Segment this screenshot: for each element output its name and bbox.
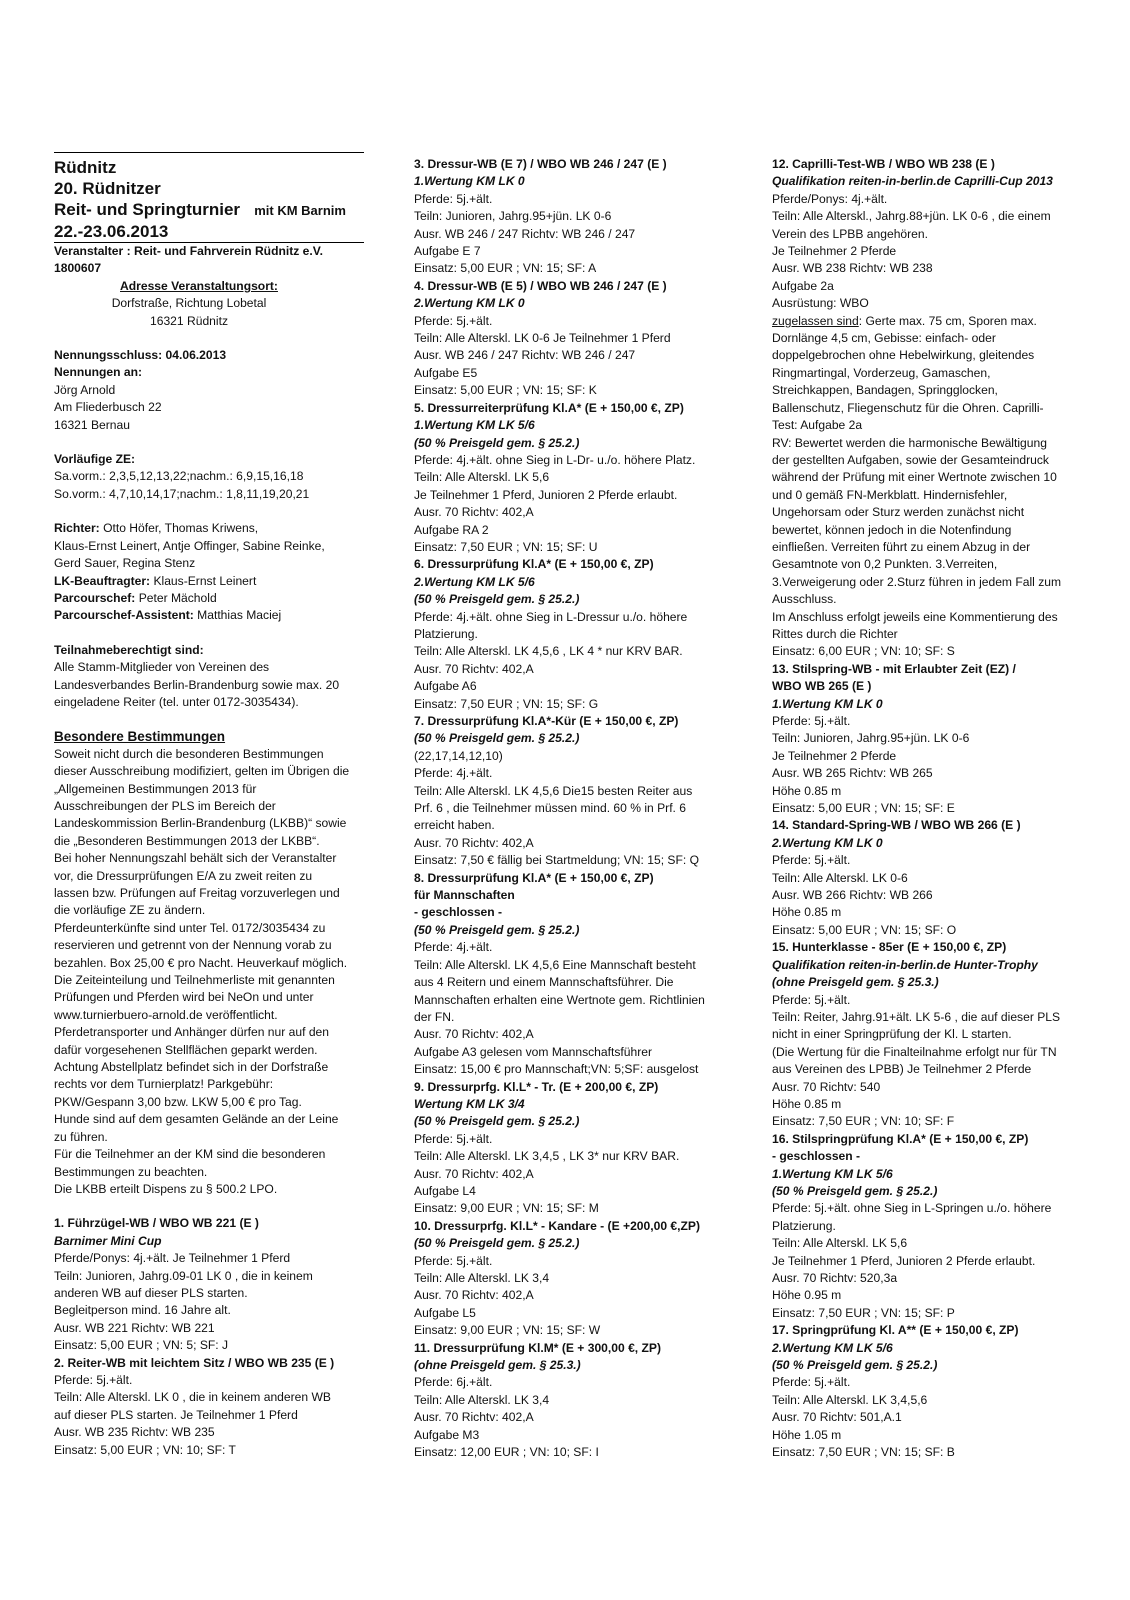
- special-rules-line: Prüfungen und Pferden wird bei NeOn und unter: [54, 990, 314, 1005]
- event-suffix: mit KM Barnim: [254, 203, 346, 218]
- test-detail: Ungehorsam oder Sturz werden zunächst nicht: [772, 505, 1025, 520]
- test-detail: Ausr. WB 221 Richtv: WB 221: [54, 1320, 215, 1335]
- lk-officer: [54, 573, 376, 590]
- test-heading: 15. Hunterklasse - 85er (E + 150,00 €, ZP): [772, 940, 1007, 955]
- underlined-term: zugelassen sind: [772, 313, 859, 328]
- special-rules-line: bezahlen. Box 25,00 € pro Nacht. Heuverkauf möglich.: [54, 955, 348, 970]
- test-detail: Ausr. WB 246 / 247 Richtv: WB 246 / 247: [414, 348, 636, 363]
- test-detail: Einsatz: 9,00 EUR ; VN: 15; SF: M: [414, 1201, 599, 1216]
- test-heading: - geschlossen -: [414, 905, 503, 920]
- test-detail: Teiln: Alle Alterskl. LK 3,4: [414, 1392, 550, 1407]
- special-rules-line: Soweit nicht durch die besonderen Bestimmungen: [54, 746, 324, 761]
- test-note: Wertung KM LK 3/4: [414, 1096, 525, 1111]
- test-heading: 4. Dressur-WB (E 5) / WBO WB 246 / 247 (E ): [414, 278, 667, 293]
- special-rules-text: [54, 746, 376, 1199]
- test-detail: 3.Verweigerung oder 2.Sturz führen in jedem Fall zum: [772, 574, 1062, 589]
- test-detail: (Die Wertung für die Finalteilnahme erfolgt nur für TN: [772, 1044, 1057, 1059]
- test-note: (50 % Preisgeld gem. § 25.2.): [772, 1358, 938, 1373]
- test-heading: 13. Stilspring-WB - mit Erlaubter Zeit (EZ) /: [772, 661, 1016, 676]
- test-heading: 2. Reiter-WB mit leichtem Sitz / WBO WB 235 (E ): [54, 1355, 335, 1370]
- test-detail: Einsatz: 5,00 EUR ; VN: 5; SF: J: [54, 1338, 229, 1353]
- test-note: 1.Wertung KM LK 0: [414, 174, 525, 189]
- course-assistant: [54, 607, 376, 624]
- test-detail: Mannschaften erhalten eine Wertnote gem. Richtlinien: [414, 992, 705, 1007]
- judges-line-3: Gerd Sauer, Regina Stenz: [54, 556, 196, 571]
- test-detail: einfließen. Verreiten führt zu einem Abzug in der: [772, 539, 1031, 554]
- special-rules-line: lassen bzw. Prüfungen auf Freitag vorzuverlegen und: [54, 886, 340, 900]
- test-detail: Im Anschluss erfolgt jeweils eine Kommentierung des: [772, 609, 1058, 624]
- test-detail: während der Prüfung mit einer Wertnote zwischen 10: [772, 470, 1057, 485]
- judges-line-2: Klaus-Ernst Leinert, Antje Offinger, Sabine Reinke,: [54, 538, 325, 553]
- test-detail: anderen WB auf dieser PLS starten.: [54, 1285, 248, 1300]
- test-detail: Ausr. WB 238 Richtv: WB 238: [772, 261, 933, 276]
- test-detail: Ausr. 70 Richtv: 402,A: [414, 1288, 534, 1303]
- eligibility-label: Teilnahmeberechtigt sind:: [54, 642, 204, 657]
- test-heading: 8. Dressurprüfung Kl.A* (E + 150,00 €, ZP): [414, 870, 654, 885]
- test-detail: Aufgabe L4: [414, 1183, 476, 1198]
- test-heading: - geschlossen -: [772, 1149, 861, 1164]
- event-name: Reit- und Springturnier: [54, 200, 241, 219]
- test-detail: Aufgabe RA 2: [414, 522, 489, 537]
- event-header: [54, 153, 376, 242]
- test-note: 1.Wertung KM LK 0: [772, 696, 883, 711]
- test-detail: Einsatz: 7,50 EUR ; VN: 15; SF: P: [772, 1305, 955, 1320]
- test-detail: Einsatz: 5,00 EUR ; VN: 15; SF: O: [772, 922, 957, 937]
- column-right: [772, 156, 1094, 1461]
- test-detail: Ausr. 70 Richtv: 402,A: [414, 1410, 534, 1425]
- test-detail: auf dieser PLS starten. Je Teilnehmer 1 Pferd: [54, 1407, 298, 1422]
- special-rules-line: www.turnierbuero-arnold.de veröffentlicht.: [54, 1007, 278, 1022]
- judges: [54, 520, 376, 537]
- judges-names: Otto Höfer, Thomas Kriwens,: [99, 521, 259, 536]
- test-note: (50 % Preisgeld gem. § 25.2.): [414, 1236, 580, 1251]
- test-detail: Einsatz: 9,00 EUR ; VN: 15; SF: W: [414, 1323, 601, 1338]
- test-detail: Ausr. WB 265 Richtv: WB 265: [772, 766, 933, 781]
- special-rules-line: „Allgemeinen Bestimmungen 2013 für: [54, 781, 257, 796]
- test-detail: aus Vereinen des LPBB) Je Teilnehmer 2 Pferde: [772, 1062, 1032, 1077]
- test-detail: Pferde: 5j.+ält.: [414, 1253, 493, 1268]
- test-detail: Aufgabe M3: [414, 1427, 480, 1442]
- venue-city: 16321 Rüdnitz: [150, 313, 228, 328]
- test-detail: Je Teilnehmer 2 Pferde: [772, 244, 897, 259]
- test-note: (50 % Preisgeld gem. § 25.2.): [772, 1183, 938, 1198]
- test-heading: für Mannschaften: [414, 888, 515, 903]
- test-detail: Je Teilnehmer 1 Pferd, Junioren 2 Pferde erlaubt.: [772, 1253, 1036, 1268]
- test-detail: Einsatz: 12,00 EUR ; VN: 10; SF: I: [414, 1445, 599, 1460]
- test-detail: Aufgabe E 7: [414, 244, 481, 259]
- special-rules-line: dafür vorgesehenen Stellflächen geparkt werden.: [54, 1042, 318, 1057]
- test-detail: Höhe 0.85 m: [772, 905, 842, 920]
- test-detail: Pferde: 5j.+ält.: [772, 1375, 851, 1390]
- special-rules-line: PKW/Gespann 3,00 bzw. LKW 5,00 € pro Tag.: [54, 1094, 302, 1109]
- test-detail: Ausr. 70 Richtv: 540: [772, 1079, 881, 1094]
- test-heading: 10. Dressurprfg. Kl.L* - Kandare - (E +200,00 €,ZP): [414, 1218, 700, 1233]
- test-detail: Pferde/Ponys: 4j.+ält.: [772, 191, 888, 206]
- special-rules-line: Bestimmungen zu beachten.: [54, 1164, 208, 1179]
- test-detail: Ausrüstung: WBO: [772, 296, 869, 311]
- edition-title: 20. Rüdnitzer: [54, 179, 161, 198]
- test-detail: Ausr. 70 Richtv: 402,A: [414, 1027, 534, 1042]
- test-detail: Pferde: 5j.+ält.: [772, 853, 851, 868]
- test-detail: Pferde: 4j.+ält.: [414, 766, 493, 781]
- special-rules-line: reservieren und getrennt von der Nennung vorab zu: [54, 938, 332, 953]
- special-rules-line: Achtung Abstellplatz befindet sich in der Dorfstraße: [54, 1060, 329, 1075]
- column-middle: [414, 156, 734, 1461]
- test-detail: Einsatz: 5,00 EUR ; VN: 15; SF: E: [772, 801, 955, 816]
- test-note: (50 % Preisgeld gem. § 25.2.): [414, 922, 580, 937]
- entries-label: Nennungen an:: [54, 365, 143, 380]
- special-rules-line: rechts vor dem Turnierplatz! Parkgebühr:: [54, 1077, 274, 1092]
- test-detail: Pferde/Ponys: 4j.+ält. Je Teilnehmer 1 Pferd: [54, 1251, 291, 1266]
- test-note: (50 % Preisgeld gem. § 25.2.): [414, 435, 580, 450]
- organizer: Veranstalter : Reit- und Fahrverein Rüdnitz e.V.: [54, 244, 324, 258]
- test-note: (ohne Preisgeld gem. § 25.3.): [772, 975, 939, 990]
- test-note: (50 % Preisgeld gem. § 25.2.): [414, 1114, 580, 1129]
- test-detail: Dornlänge 4,5 cm, Gebisse: einfach- oder: [772, 331, 996, 346]
- special-rules-line: die „Besonderen Bestimmungen 2013 der LKBB“.: [54, 833, 320, 848]
- test-detail: RV: Bewertet werden die harmonische Bewältigung: [772, 435, 1047, 450]
- special-rules-line: die vorläufige ZE zu ändern.: [54, 903, 206, 918]
- test-detail: Ringmartingal, Vorderzeug, Gamaschen,: [772, 365, 991, 380]
- test-detail: Pferde: 5j.+ält.: [414, 313, 493, 328]
- test-detail: bewertet, können jedoch in die Notenfindung: [772, 522, 1012, 537]
- test-detail: Pferde: 4j.+ält.: [414, 940, 493, 955]
- test-detail: der FN.: [414, 1009, 455, 1024]
- venue-label: Adresse Veranstaltungsort:: [120, 278, 278, 293]
- place-title: Rüdnitz: [54, 158, 117, 177]
- test-detail: Pferde: 5j.+ält.: [414, 191, 493, 206]
- test-detail: Einsatz: 15,00 € pro Mannschaft;VN: 5;SF: ausgelost: [414, 1062, 699, 1077]
- test-detail: Pferde: 5j.+ält.: [772, 992, 851, 1007]
- test-detail: Platzierung.: [772, 1218, 836, 1233]
- test-detail: Begleitperson mind. 16 Jahre alt.: [54, 1303, 231, 1318]
- test-note: 2.Wertung KM LK 0: [772, 835, 883, 850]
- event-dates: 22.-23.06.2013: [54, 222, 169, 241]
- test-detail: Einsatz: 7,50 EUR ; VN: 15; SF: G: [414, 696, 599, 711]
- test-detail: Einsatz: 7,50 EUR ; VN: 15; SF: B: [772, 1445, 955, 1460]
- test-detail: nicht in einer Springprüfung der Kl. L starten.: [772, 1027, 1012, 1042]
- test-detail: Höhe 0.95 m: [772, 1288, 842, 1303]
- special-rules-line: Bei hoher Nennungszahl behält sich der Veranstalter: [54, 851, 337, 866]
- test-detail: Pferde: 4j.+ält. ohne Sieg in L-Dressur u./o. höhere: [414, 609, 688, 624]
- test-detail: Gesamtnote von 0,2 Punkten. 3.Verreiten,: [772, 557, 998, 572]
- test-detail: Ausr. WB 235 Richtv: WB 235: [54, 1425, 215, 1440]
- course-label: Parcourschef:: [54, 590, 136, 605]
- test-detail: und 0 gemäß FN-Merkblatt. Hindernisfehler,: [772, 487, 1008, 502]
- test-detail: doppelgebrochen ohne Hebelwirkung, gleitendes: [772, 348, 1035, 363]
- test-detail: Höhe 0.85 m: [772, 783, 842, 798]
- test-detail: Ausr. 70 Richtv: 501,A.1: [772, 1410, 902, 1425]
- test-detail: Ballenschutz, Fliegenschutz für die Ohren. Caprilli-: [772, 400, 1044, 415]
- test-detail: Teiln: Alle Alterskl. LK 3,4,5 , LK 3* nur KRV BAR.: [414, 1149, 680, 1164]
- test-detail: Teiln: Junioren, Jahrg.95+jün. LK 0-6: [414, 209, 612, 224]
- entry-deadline: Nennungsschluss: 04.06.2013: [54, 348, 227, 363]
- test-detail: Aufgabe A6: [414, 679, 477, 694]
- test-detail: Teiln: Alle Alterskl. LK 3,4,5,6: [772, 1392, 928, 1407]
- test-detail: Höhe 0.85 m: [772, 1096, 842, 1111]
- test-detail: Teiln: Alle Alterskl. LK 3,4: [414, 1271, 550, 1285]
- test-detail: Einsatz: 7,50 € fällig bei Startmeldung; VN: 15; SF: Q: [414, 853, 700, 868]
- event-title: [54, 199, 376, 221]
- test-detail: der gestellten Aufgaben, sowie der Gesamteindruck: [772, 452, 1049, 467]
- test-detail: Aufgabe L5: [414, 1305, 476, 1320]
- test-detail: Teiln: Alle Alterskl. LK 0-6: [772, 870, 908, 885]
- test-heading: 9. Dressurprfg. Kl.L* - Tr. (E + 200,00 €, ZP): [414, 1079, 659, 1094]
- test-detail: Pferde: 4j.+ält. ohne Sieg in L-Dr- u./o. höhere Platz.: [414, 452, 696, 467]
- schedule-saturday: Sa.vorm.: 2,3,5,12,13,22;nachm.: 6,9,15,16,18: [54, 469, 304, 484]
- test-detail: Rittes durch die Richter: [772, 626, 898, 641]
- special-rules-line: Ausschreibungen der PLS im Bereich der: [54, 798, 276, 813]
- course-value: Peter Mächold: [135, 590, 217, 605]
- special-rules-line: Pferdetransporter und Anhänger dürfen nur auf den: [54, 1025, 329, 1040]
- entries-city: 16321 Bernau: [54, 417, 130, 432]
- special-rules-line: Die LKBB erteilt Dispens zu § 500.2 LPO.: [54, 1181, 278, 1196]
- special-rules-line: vor, die Dressurprüfungen E/A zu zweit reiten zu: [54, 868, 313, 883]
- test-detail: (22,17,14,12,10): [414, 748, 503, 763]
- course-designer: [54, 590, 376, 607]
- test-heading: 16. Stilspringprüfung Kl.A* (E + 150,00 €, ZP): [772, 1131, 1029, 1146]
- test-detail: Teiln: Alle Alterskl., Jahrg.88+jün. LK 0-6 , die einem: [772, 209, 1051, 224]
- test-detail: Teiln: Alle Alterskl. LK 0 , die in keinem anderen WB: [54, 1390, 331, 1405]
- test-note: (50 % Preisgeld gem. § 25.2.): [414, 592, 580, 607]
- test-detail: Einsatz: 7,50 EUR ; VN: 10; SF: F: [772, 1114, 955, 1129]
- test-detail: Teiln: Alle Alterskl. LK 4,5,6 Die15 besten Reiter aus: [414, 783, 693, 798]
- test-detail: Teiln: Alle Alterskl. LK 4,5,6 Eine Mannschaft besteht: [414, 957, 696, 972]
- test-detail: Teiln: Alle Alterskl. LK 4,5,6 , LK 4 * nur KRV BAR.: [414, 644, 683, 659]
- lk-label: LK-Beauftragter:: [54, 573, 151, 588]
- eligibility-line-1: Alle Stamm-Mitglieder von Vereinen des: [54, 660, 270, 675]
- special-rules-line: Für die Teilnehmer an der KM sind die besonderen: [54, 1147, 326, 1162]
- test-note: Qualifikation reiten-in-berlin.de Caprilli-Cup 2013: [772, 174, 1053, 189]
- test-detail: Ausr. WB 246 / 247 Richtv: WB 246 / 247: [414, 226, 636, 241]
- special-rules-line: Die Zeiteinteilung und Teilnehmerliste mit genannten: [54, 973, 335, 988]
- test-heading: WBO WB 265 (E ): [772, 679, 872, 694]
- test-detail: Je Teilnehmer 2 Pferde: [772, 748, 897, 763]
- test-note: Qualifikation reiten-in-berlin.de Hunter-Trophy: [772, 957, 1038, 972]
- term-detail: : Gerte max. 75 cm, Sporen max.: [858, 313, 1037, 328]
- test-detail: Einsatz: 5,00 EUR ; VN: 10; SF: T: [54, 1442, 236, 1457]
- judges-label: Richter:: [54, 521, 100, 536]
- test-detail: Ausr. 70 Richtv: 402,A: [414, 505, 534, 520]
- test-detail: Platzierung.: [414, 626, 478, 641]
- test-detail: Teiln: Alle Alterskl. LK 5,6: [414, 470, 550, 485]
- test-note: 1.Wertung KM LK 5/6: [772, 1166, 893, 1181]
- test-detail: Verein des LPBB angehören.: [772, 226, 928, 241]
- column-left: [54, 152, 376, 1459]
- test-detail: Ausr. 70 Richtv: 520,3a: [772, 1271, 898, 1285]
- test-detail: Aufgabe A3 gelesen vom Mannschaftsführer: [414, 1044, 652, 1059]
- test-note: 2.Wertung KM LK 5/6: [772, 1340, 893, 1355]
- test-detail: Einsatz: 7,50 EUR ; VN: 15; SF: U: [414, 539, 598, 554]
- lk-value: Klaus-Ernst Leinert: [150, 573, 257, 588]
- test-detail: aus 4 Reitern und einem Mannschaftsführer. Die: [414, 975, 674, 990]
- test-detail: Einsatz: 5,00 EUR ; VN: 15; SF: K: [414, 383, 597, 398]
- test-detail: Aufgabe E5: [414, 365, 478, 380]
- special-rules-line: zu führen.: [54, 1129, 108, 1144]
- test-heading: 11. Dressurprüfung Kl.M* (E + 300,00 €, ZP): [414, 1340, 661, 1355]
- tests-left: [54, 1215, 376, 1459]
- test-note: (50 % Preisgeld gem. § 25.2.): [414, 731, 580, 746]
- test-note: 2.Wertung KM LK 0: [414, 296, 525, 311]
- test-heading: 3. Dressur-WB (E 7) / WBO WB 246 / 247 (E ): [414, 157, 667, 171]
- test-detail: Ausr. WB 266 Richtv: WB 266: [772, 888, 933, 903]
- venue-street: Dorfstraße, Richtung Lobetal: [111, 296, 267, 311]
- test-heading: 1. Führzügel-WB / WBO WB 221 (E ): [54, 1216, 259, 1231]
- test-detail: Ausr. 70 Richtv: 402,A: [414, 835, 534, 850]
- special-rules-label: Besondere Bestimmungen: [54, 729, 226, 745]
- test-detail: [772, 313, 1094, 330]
- test-heading: 12. Caprilli-Test-WB / WBO WB 238 (E ): [772, 157, 995, 171]
- test-heading: 17. Springprüfung Kl. A** (E + 150,00 €, ZP): [772, 1323, 1019, 1338]
- special-rules-line: Landeskommission Berlin-Brandenburg (LKBB)“ sowie: [54, 816, 347, 831]
- entries-street: Am Fliederbusch 22: [54, 400, 162, 415]
- eligibility-line-3: eingeladene Reiter (tel. unter 0172-3035434).: [54, 694, 299, 709]
- test-detail: Streichkappen, Bandagen, Springglocken,: [772, 383, 998, 398]
- test-detail: Teiln: Reiter, Jahrg.91+ält. LK 5-6 , die auf dieser PLS: [772, 1009, 1061, 1024]
- schedule-sunday: So.vorm.: 4,7,10,14,17;nachm.: 1,8,11,19,20,21: [54, 486, 310, 501]
- assist-label: Parcourschef-Assistent:: [54, 608, 194, 623]
- eligibility-line-2: Landesverbandes Berlin-Brandenburg sowie max. 20: [54, 677, 340, 692]
- entries-name: Jörg Arnold: [54, 382, 116, 397]
- test-detail: Ausschluss.: [772, 592, 837, 607]
- test-detail: Pferde: 6j.+ält.: [414, 1375, 493, 1390]
- special-rules-line: Hunde sind auf dem gesamten Gelände an der Leine: [54, 1112, 339, 1127]
- test-detail: Ausr. 70 Richtv: 402,A: [414, 1166, 534, 1181]
- test-detail: Einsatz: 5,00 EUR ; VN: 15; SF: A: [414, 261, 597, 276]
- test-heading: 14. Standard-Spring-WB / WBO WB 266 (E ): [772, 818, 1021, 833]
- test-detail: Test: Aufgabe 2a: [772, 418, 863, 433]
- test-detail: erreicht haben.: [414, 818, 495, 833]
- test-heading: 5. Dressurreiterprüfung Kl.A* (E + 150,00 €, ZP): [414, 400, 684, 415]
- test-detail: Ausr. 70 Richtv: 402,A: [414, 661, 534, 676]
- test-detail: Prf. 6 , die Teilnehmer müssen mind. 60 % in Prf. 6: [414, 801, 687, 816]
- organizer-number: 1800607: [54, 261, 102, 276]
- test-note: 2.Wertung KM LK 5/6: [414, 574, 535, 589]
- test-detail: Teiln: Junioren, Jahrg.95+jün. LK 0-6: [772, 731, 970, 746]
- test-detail: Pferde: 5j.+ält.: [414, 1131, 493, 1146]
- test-detail: Teiln: Junioren, Jahrg.09-01 LK 0 , die in keinem: [54, 1268, 313, 1283]
- test-detail: Aufgabe 2a: [772, 278, 834, 293]
- test-note: 1.Wertung KM LK 5/6: [414, 418, 535, 433]
- schedule-label: Vorläufige ZE:: [54, 452, 136, 467]
- special-rules-line: Pferdeunterkünfte sind unter Tel. 0172/3035434 zu: [54, 920, 326, 935]
- test-detail: Teiln: Alle Alterskl. LK 5,6: [772, 1236, 908, 1251]
- test-heading: 6. Dressurprüfung Kl.A* (E + 150,00 €, ZP): [414, 557, 654, 572]
- test-detail: Pferde: 5j.+ält.: [54, 1372, 133, 1387]
- test-note: (ohne Preisgeld gem. § 25.3.): [414, 1358, 581, 1373]
- test-heading: 7. Dressurprüfung Kl.A*-Kür (E + 150,00 €, ZP): [414, 714, 679, 728]
- test-detail: Pferde: 5j.+ält. ohne Sieg in L-Springen u./o. höhere: [772, 1201, 1052, 1216]
- test-detail: Einsatz: 6,00 EUR ; VN: 10; SF: S: [772, 644, 955, 659]
- special-rules-line: dieser Ausschreibung modifiziert, gelten im Übrigen die: [54, 764, 350, 779]
- test-detail: Höhe 1.05 m: [772, 1427, 842, 1442]
- test-detail: Je Teilnehmer 1 Pferd, Junioren 2 Pferde erlaubt.: [414, 487, 678, 502]
- test-detail: Teiln: Alle Alterskl. LK 0-6 Je Teilnehmer 1 Pferd: [414, 331, 671, 346]
- assist-value: Matthias Maciej: [193, 608, 282, 623]
- test-detail: Pferde: 5j.+ält.: [772, 714, 851, 728]
- test-note: Barnimer Mini Cup: [54, 1233, 162, 1248]
